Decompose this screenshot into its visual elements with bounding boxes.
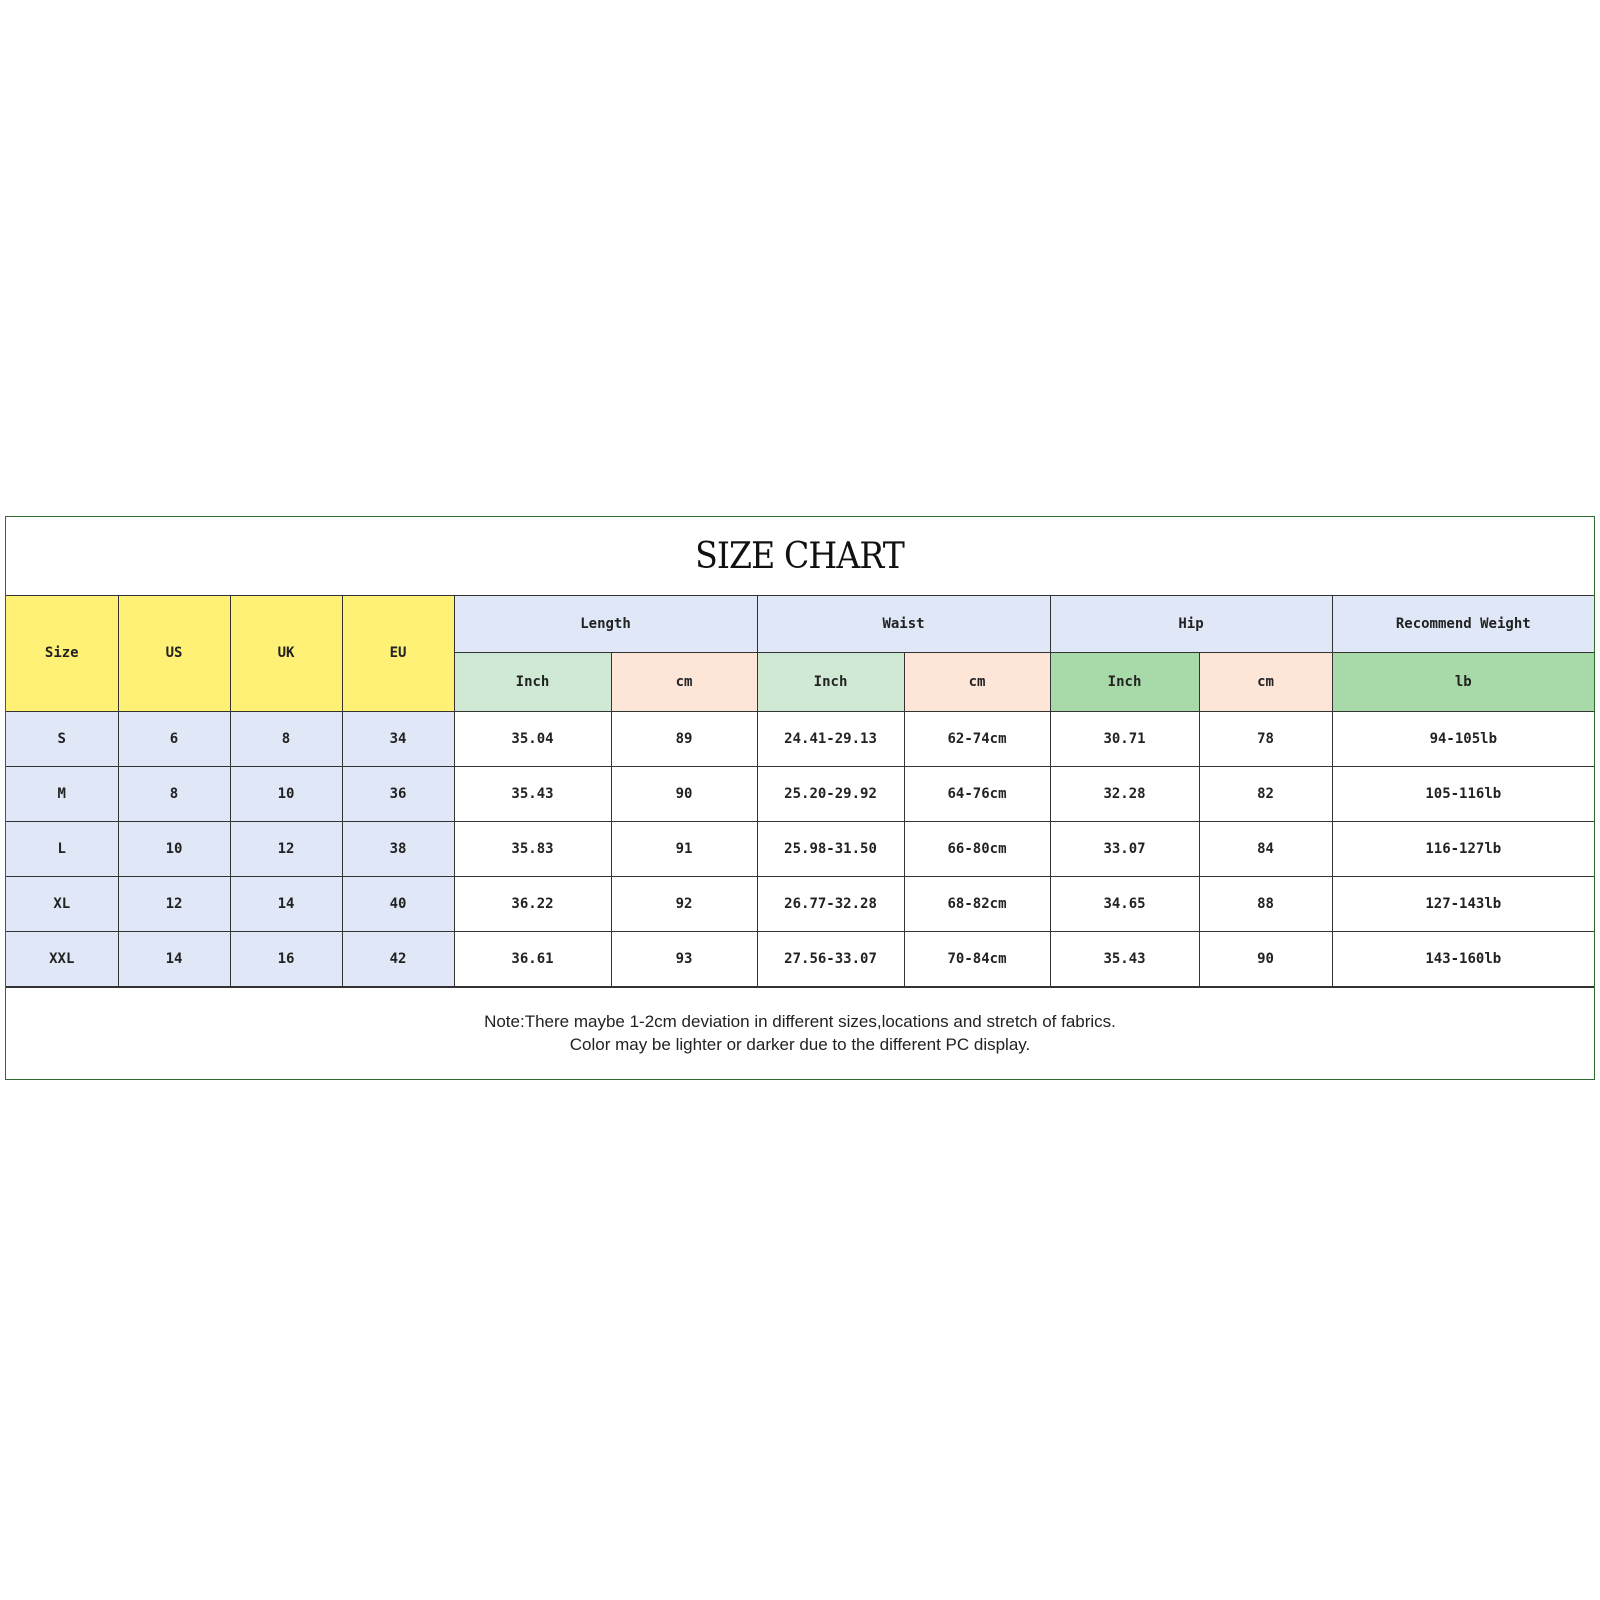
cell-length-cm: 89 xyxy=(611,711,757,766)
cell-weight: 143-160lb xyxy=(1332,931,1594,986)
note-section xyxy=(6,987,1594,1079)
header-hip-inch: Inch xyxy=(1050,652,1199,711)
cell-eu: 42 xyxy=(342,931,454,986)
note-line-2: Color may be lighter or darker due to the different PC display. xyxy=(569,1035,1031,1054)
cell-hip-inch: 35.43 xyxy=(1050,931,1199,986)
header-size: Size xyxy=(6,596,118,711)
cell-weight: 94-105lb xyxy=(1332,711,1594,766)
header-waist-inch: Inch xyxy=(757,652,904,711)
cell-length-inch: 35.04 xyxy=(454,711,611,766)
header-weight-lb: lb xyxy=(1332,652,1594,711)
cell-waist-cm: 68-82cm xyxy=(904,876,1050,931)
cell-hip-inch: 30.71 xyxy=(1050,711,1199,766)
cell-waist-cm: 66-80cm xyxy=(904,821,1050,876)
cell-waist-cm: 62-74cm xyxy=(904,711,1050,766)
cell-length-cm: 93 xyxy=(611,931,757,986)
cell-length-cm: 92 xyxy=(611,876,757,931)
cell-hip-cm: 84 xyxy=(1199,821,1332,876)
cell-uk: 12 xyxy=(230,821,342,876)
size-table xyxy=(6,596,1594,987)
cell-hip-cm: 90 xyxy=(1199,931,1332,986)
cell-weight: 127-143lb xyxy=(1332,876,1594,931)
header-length-cm: cm xyxy=(611,652,757,711)
header-row-groups xyxy=(6,596,1594,652)
header-recommend-weight: Recommend Weight xyxy=(1332,596,1594,652)
cell-waist-inch: 27.56-33.07 xyxy=(757,931,904,986)
table-row xyxy=(6,821,1594,876)
cell-us: 12 xyxy=(118,876,230,931)
cell-us: 8 xyxy=(118,766,230,821)
cell-eu: 34 xyxy=(342,711,454,766)
cell-hip-cm: 88 xyxy=(1199,876,1332,931)
cell-uk: 14 xyxy=(230,876,342,931)
cell-waist-inch: 25.20-29.92 xyxy=(757,766,904,821)
cell-eu: 36 xyxy=(342,766,454,821)
cell-size: XXL xyxy=(6,931,118,986)
header-waist-cm: cm xyxy=(904,652,1050,711)
cell-hip-cm: 78 xyxy=(1199,711,1332,766)
table-row xyxy=(6,931,1594,986)
cell-uk: 16 xyxy=(230,931,342,986)
cell-length-inch: 35.43 xyxy=(454,766,611,821)
cell-weight: 105-116lb xyxy=(1332,766,1594,821)
cell-length-inch: 36.61 xyxy=(454,931,611,986)
cell-length-inch: 36.22 xyxy=(454,876,611,931)
cell-length-cm: 90 xyxy=(611,766,757,821)
header-length: Length xyxy=(454,596,757,652)
cell-hip-inch: 32.28 xyxy=(1050,766,1199,821)
cell-length-cm: 91 xyxy=(611,821,757,876)
cell-waist-inch: 25.98-31.50 xyxy=(757,821,904,876)
cell-size: XL xyxy=(6,876,118,931)
table-row xyxy=(6,766,1594,821)
cell-waist-inch: 24.41-29.13 xyxy=(757,711,904,766)
note-line-1: Note:There maybe 1-2cm deviation in different sizes,locations and stretch of fabrics. xyxy=(484,1012,1116,1031)
cell-size: L xyxy=(6,821,118,876)
cell-us: 6 xyxy=(118,711,230,766)
title-row xyxy=(6,517,1594,596)
cell-waist-cm: 64-76cm xyxy=(904,766,1050,821)
chart-title: SIZE CHART xyxy=(695,535,905,577)
cell-size: M xyxy=(6,766,118,821)
cell-hip-cm: 82 xyxy=(1199,766,1332,821)
table-row xyxy=(6,711,1594,766)
cell-weight: 116-127lb xyxy=(1332,821,1594,876)
header-us: US xyxy=(118,596,230,711)
header-uk: UK xyxy=(230,596,342,711)
header-hip: Hip xyxy=(1050,596,1332,652)
header-hip-cm: cm xyxy=(1199,652,1332,711)
cell-eu: 38 xyxy=(342,821,454,876)
cell-waist-inch: 26.77-32.28 xyxy=(757,876,904,931)
cell-length-inch: 35.83 xyxy=(454,821,611,876)
cell-us: 14 xyxy=(118,931,230,986)
cell-size: S xyxy=(6,711,118,766)
cell-waist-cm: 70-84cm xyxy=(904,931,1050,986)
cell-eu: 40 xyxy=(342,876,454,931)
cell-hip-inch: 33.07 xyxy=(1050,821,1199,876)
header-length-inch: Inch xyxy=(454,652,611,711)
size-chart xyxy=(5,516,1595,1080)
header-eu: EU xyxy=(342,596,454,711)
cell-uk: 10 xyxy=(230,766,342,821)
cell-uk: 8 xyxy=(230,711,342,766)
header-waist: Waist xyxy=(757,596,1050,652)
cell-us: 10 xyxy=(118,821,230,876)
cell-hip-inch: 34.65 xyxy=(1050,876,1199,931)
table-row xyxy=(6,876,1594,931)
